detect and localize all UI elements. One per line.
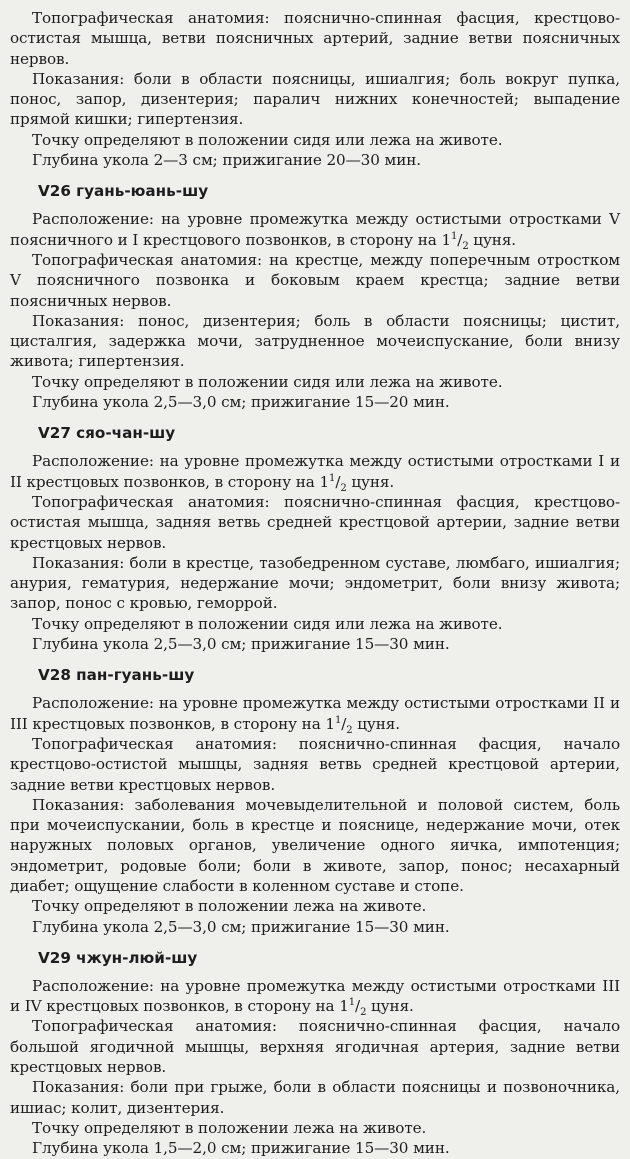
section-indications-v28: Показания: заболевания мочевыделительной и половой систем, боль при мочеиспускании, боль в крестце и пояснице, недержание мочи, отек наружных половых органов, увеличение одного яичка, импотенция; эндометрит, родовые боли; боли в животе, запор, понос; несахарный диабет; ощущение слабости в коленном суставе и стопе.: [10, 795, 620, 895]
section-indications-v29: Показания: боли при грыже, боли в области поясницы и позвоночника, ишиас; колит, дизентерия.: [10, 1078, 620, 1117]
section-depth-v27: Глубина укола 2,5—3,0 см; прижигание 15—30 мин.: [32, 635, 450, 654]
intro-depth: Глубина укола 2—3 см; прижигание 20—30 мин.: [32, 151, 422, 170]
intro-anatomy: Топографическая анатомия: пояснично-спинная фасция, крестцово-остистая мышца, ветви поясничных артерий, задние ветви поясничных нервов.: [10, 9, 620, 68]
section-position-v26: Точку определяют в положении сидя или лежа на животе.: [32, 372, 503, 391]
section-location-v28: Расположение: на уровне промежутка между остистыми отростками II и III крестцовых позвонков, в сторону на $1^1/_2$ цуня.: [10, 694, 620, 736]
section-position-v28: Точку определяют в положении лежа на животе.: [32, 897, 427, 916]
section-location-v27: Расположение: на уровне промежутка между остистыми отростками I и II крестцовых позвонков, в сторону на $1^1/_2$ цуня.: [10, 452, 620, 494]
section-anatomy-v28: Топографическая анатомия: пояснично-спинная фасция, начало крестцово-остистой мышцы, задняя ветвь средней крестцовой артерии, задние ветви крестцовых нервов.: [10, 734, 620, 794]
section-title-v29: V29 чжун-люй-шу: [38, 948, 198, 967]
section-position-v27: Точку определяют в положении сидя или лежа на животе.: [32, 614, 503, 633]
section-anatomy-v26: Топографическая анатомия: на крестце, между поперечным отростком V поясничного позвонка и боковым краем крестца; задние ветви поясничных нервов.: [10, 250, 620, 310]
section-position-v29: Точку определяют в положении лежа на животе.: [32, 1118, 427, 1137]
section-title-v28: V28 пан-гуань-шу: [38, 666, 195, 685]
section-anatomy-v27: Топографическая анатомия: пояснично-спинная фасция, крестцово-остистая мышца, задняя ветвь средней крестцовой артерии, задние ветви крестцовых нервов.: [10, 492, 620, 552]
intro-indications: Показания: боли в области поясницы, ишиалгия; боль вокруг пупка, понос, запор, дизентерия; паралич нижних конечностей; выпадение прямой кишки; гипертензия.: [10, 69, 620, 129]
section-depth-v29: Глубина укола 1,5—2,0 см; прижигание 15—30 мин.: [32, 1139, 450, 1158]
intro-position: Точку определяют в положении сидя или лежа на животе.: [32, 130, 503, 149]
section-indications-v27: Показания: боли в крестце, тазобедренном суставе, люмбаго, ишиалгия; анурия, гематурия, недержание мочи; эндометрит, боли внизу живота; запор, понос с кровью, геморрой.: [10, 553, 620, 613]
section-anatomy-v29: Топографическая анатомия: пояснично-спинная фасция, начало большой ягодичной мышцы, верхняя ягодичная артерия, задние ветви крестцовых нервов.: [10, 1017, 620, 1077]
section-title-v26: V26 гуань-юань-шу: [38, 182, 209, 201]
section-location-v26: Расположение: на уровне промежутка между остистыми отростками V поясничного и I крестцового позвонков, в сторону на $1^1/_2$ цуня.: [10, 210, 620, 252]
section-location-v29: Расположение: на уровне промежутка между остистыми отростками III и IV крестцовых позвонков, в сторону на $1^1/_2$ цуня.: [10, 976, 620, 1019]
section-depth-v26: Глубина укола 2,5—3,0 см; прижигание 15—20 мин.: [32, 393, 450, 412]
section-depth-v28: Глубина укола 2,5—3,0 см; прижигание 15—30 мин.: [32, 917, 450, 936]
section-indications-v26: Показания: понос, дизентерия; боль в области поясницы; цистит, цисталгия, задержка мочи, затрудненное мочеиспускание, боли внизу живота; гипертензия.: [10, 311, 620, 371]
section-title-v27: V27 сяо-чан-шу: [38, 424, 176, 443]
